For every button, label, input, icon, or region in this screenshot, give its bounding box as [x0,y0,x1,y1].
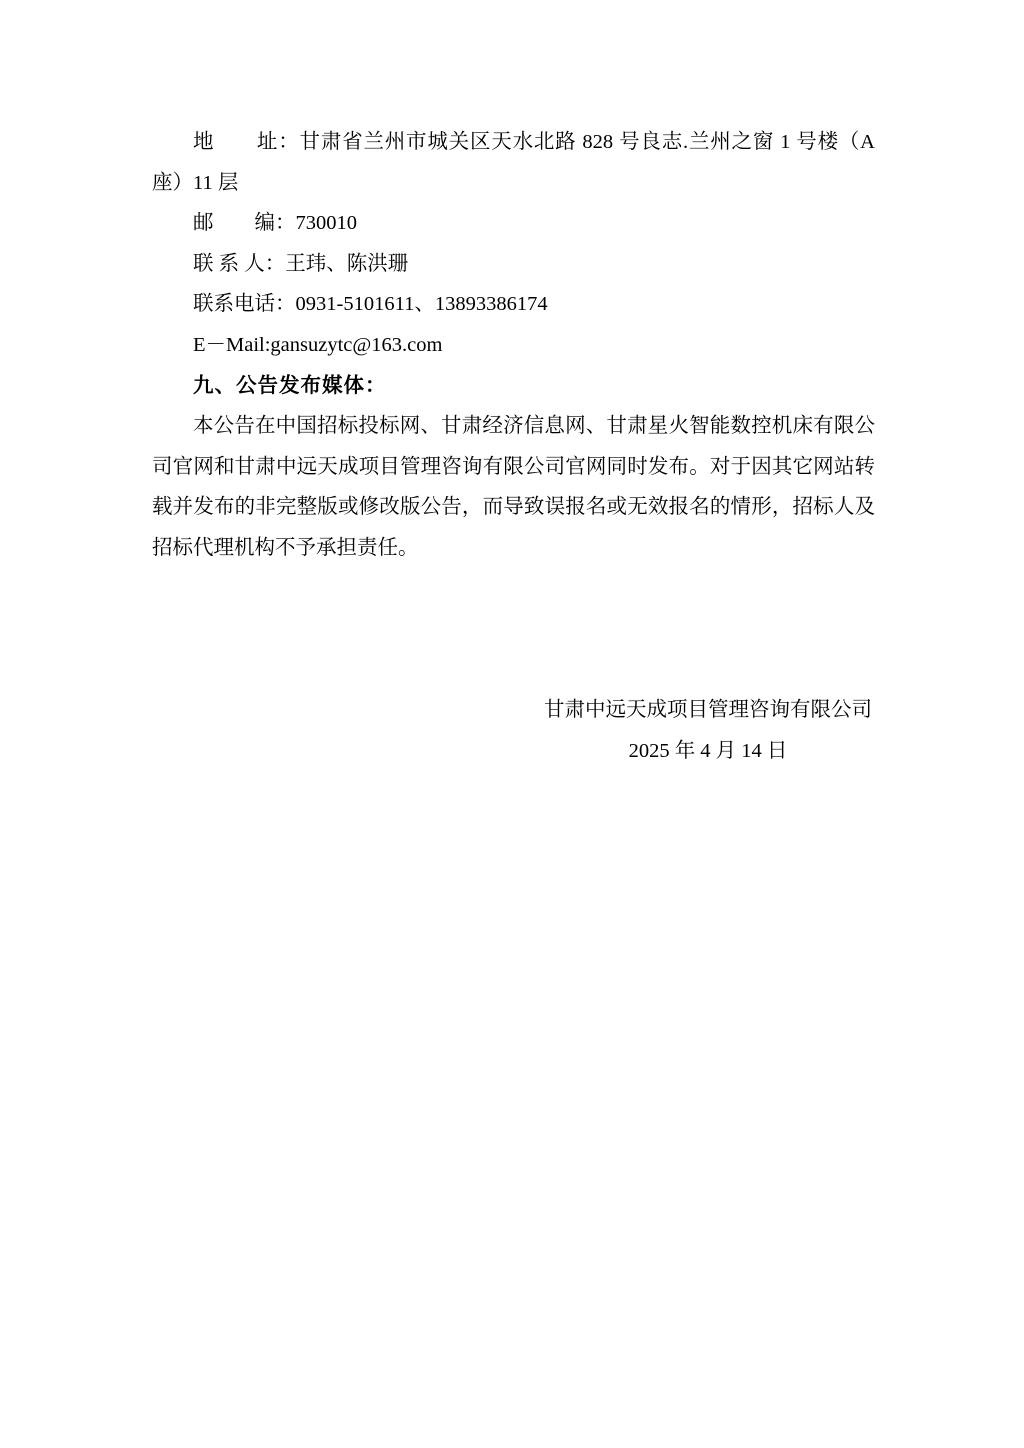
postal-code-line: 邮 编：730010 [193,212,357,235]
section-heading-announcement-media: 九、公告发布媒体： [193,373,387,397]
address-line-1: 地 址：甘肃省兰州市城关区天水北路 828 号良志.兰州之窗 1 号楼（A [193,131,875,153]
body-line-2: 司官网和甘肃中远天成项目管理咨询有限公司官网同时发布。对于因其它网站转 [152,455,875,478]
address-line-2: 座）11 层 [152,171,239,194]
signature-company: 甘肃中远天成项目管理咨询有限公司 [544,699,872,722]
vertical-spacer [152,569,875,691]
signature-block [544,690,872,771]
contact-person-line: 联 系 人：王玮、陈洪珊 [193,252,409,275]
email-line: E－Mail:gansuzytc@163.com [193,333,443,356]
document-content [152,122,875,772]
body-line-1: 本公告在中国招标投标网、甘肃经济信息网、甘肃星火智能数控机床有限公 [193,415,875,438]
signature-date: 2025 年 4 月 14 日 [628,739,788,762]
body-line-3: 载并发布的非完整版或修改版公告，而导致误报名或无效报名的情形，招标人及 [152,496,875,519]
phone-line: 联系电话：0931-5101611、13893386174 [193,293,548,316]
body-line-4: 招标代理机构不予承担责任。 [152,536,419,559]
